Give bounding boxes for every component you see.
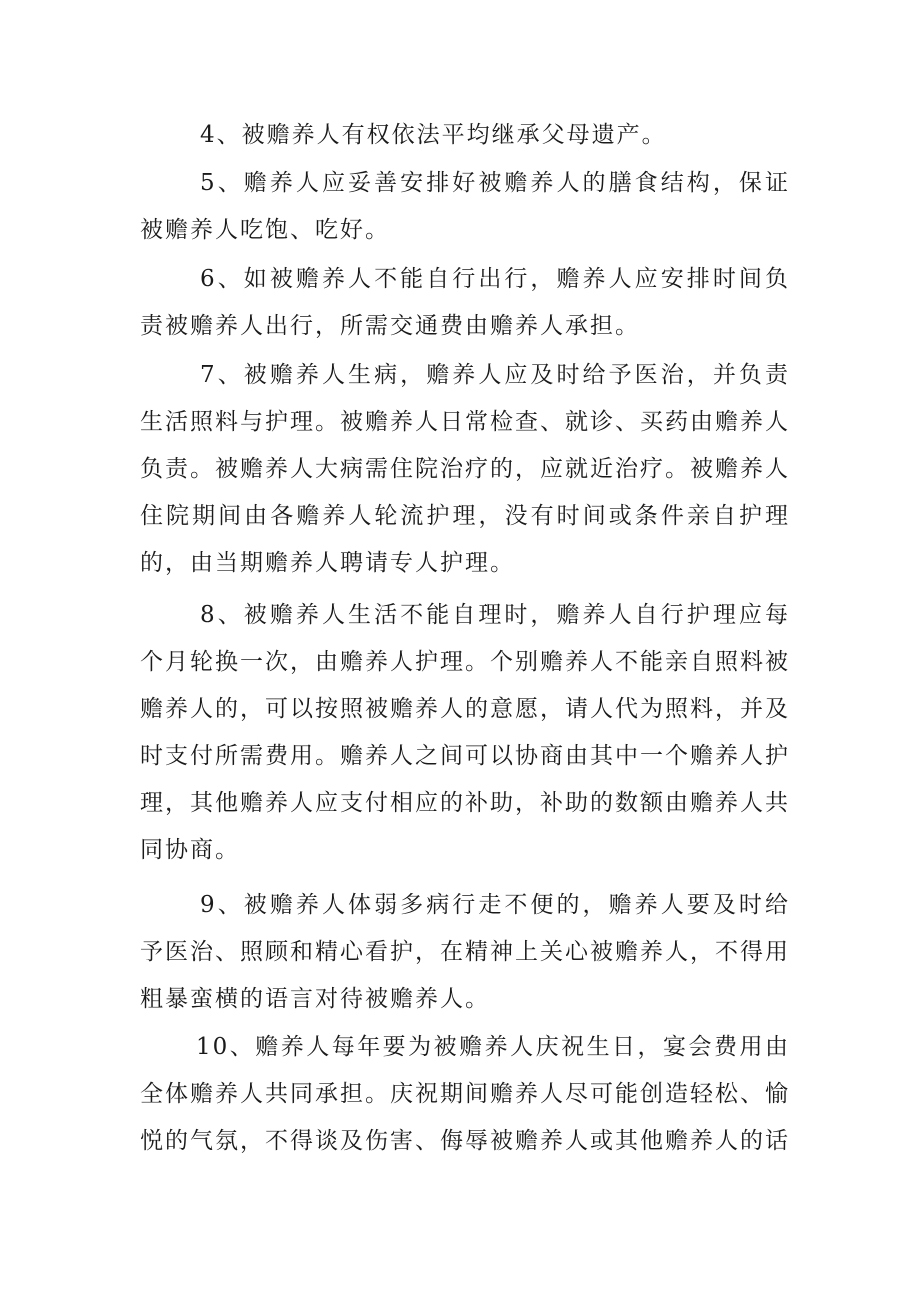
paragraph-7: 7、被赡养人生病，赡养人应及时给予医治，并负责生活照料与护理。被赡养人日常检查、就诊、买药由赡养人负责。被赡养人大病需住院治疗的，应就近治疗。被赡养人住院期间由各赡养人轮流护理，没有时间或条件亲自护理的，由当期赡养人聘请专人护理。 [140,362,790,576]
paragraph-10: 10、赡养人每年要为被赡养人庆祝生日，宴会费用由全体赡养人共同承担。庆祝期间赡养人尽可能创造轻松、愉悦的气氛，不得谈及伤害、侮辱被赡养人或其他赡养人的话 [140,1034,790,1154]
paragraph-5: 5、赡养人应妥善安排好被赡养人的膳食结构，保证被赡养人吃饱、吃好。 [140,170,790,243]
paragraph-6: 6、如被赡养人不能自行出行，赡养人应安排时间负责被赡养人出行，所需交通费由赡养人承担。 [140,266,790,339]
paragraph-9: 9、被赡养人体弱多病行走不便的，赡养人要及时给予医治、照顾和精心看护，在精神上关心被赡养人，不得用粗暴蛮横的语言对待被赡养人。 [140,892,790,1012]
paragraph-4: 4、被赡养人有权依法平均继承父母遗产。 [200,122,667,148]
paragraph-8: 8、被赡养人生活不能自理时，赡养人自行护理应每个月轮换一次，由赡养人护理。个别赡养人不能亲自照料被赡养人的，可以按照被赡养人的意愿，请人代为照料，并及时支付所需费用。赡养人之间可以协商由其中一个赡养人护理，其他赡养人应支付相应的补助，补助的数额由赡养人共同协商。 [140,602,790,863]
